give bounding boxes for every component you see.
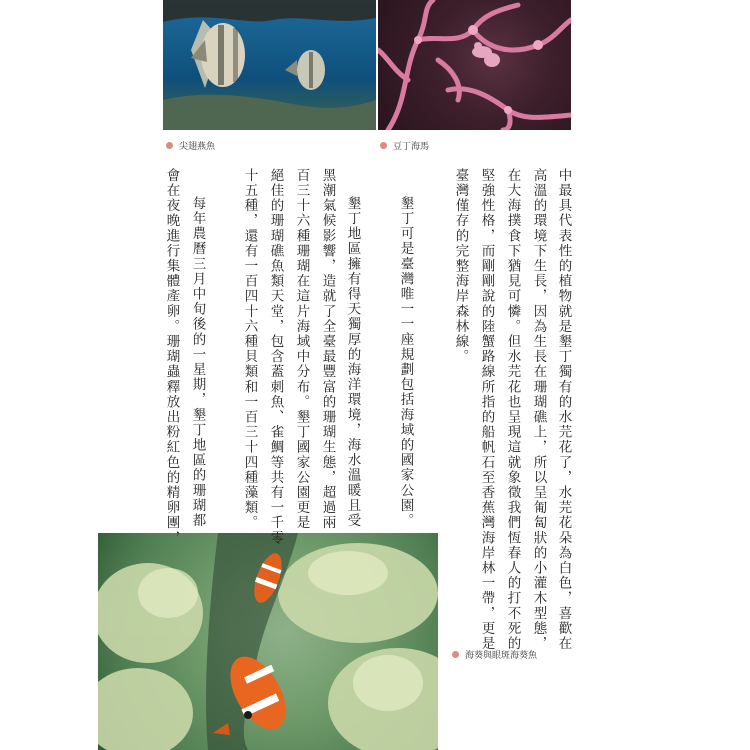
- batfish-photo: [163, 0, 376, 130]
- seahorse-caption: [380, 139, 429, 152]
- clownfish-anemone-photo: [98, 533, 438, 750]
- text-column: 絕佳的珊瑚礁魚類天堂，包含蓋刺魚、雀鯛等共有一千零: [267, 168, 284, 546]
- text-column: 墾丁可是臺灣唯一一座規劃包括海域的國家公園。: [397, 196, 414, 529]
- text-column: 在大海撲食下猶見可憐。但水芫花也呈現這就象徵我們恆春人的打不死的: [504, 168, 521, 652]
- text-column: 臺灣僅存的完整海岸森林線。: [452, 168, 469, 365]
- text-column: 黑潮氣候影響，造就了全臺最豐富的珊瑚生態，超過兩: [319, 168, 336, 531]
- caption-bullet-icon: [166, 142, 173, 149]
- seahorse-caption-text: 豆丁海馬: [393, 142, 430, 152]
- caption-bullet-icon: [380, 142, 387, 149]
- text-column: 中最具代表性的植物就是墾丁獨有的水芫花了，水芫花朵為白色，喜歡在: [555, 168, 572, 652]
- pygmy-seahorse-photo: [378, 0, 571, 130]
- clownfish-caption-text: 海葵與眼斑海葵魚: [465, 651, 538, 661]
- text-column: 會在夜晚進行集體產卵。珊瑚蟲釋放出粉紅色的精卵團，: [163, 168, 180, 546]
- text-column: 堅強性格，而剛剛說的陸蟹路線所指的船帆石至香蕉灣海岸林一帶，更是: [478, 168, 495, 652]
- text-column: 百三十六種珊瑚在這片海域中分布。墾丁國家公園更是: [293, 168, 310, 531]
- text-column: 十五種，還有一百四十六種貝類和一百三十四種藻類。: [241, 168, 258, 531]
- caption-bullet-icon: [452, 651, 459, 658]
- text-column: 高溫的環境下生長，因為生長在珊瑚礁上，所以呈匍匐狀的小灌木型態，: [530, 168, 547, 652]
- batfish-caption-text: 尖翅燕魚: [179, 142, 216, 152]
- batfish-caption: [166, 139, 215, 152]
- text-column: 每年農曆三月中旬後的一星期，墾丁地區的珊瑚都: [189, 196, 206, 529]
- text-column: 墾丁地區擁有得天獨厚的海洋環境，海水溫暖且受: [344, 196, 361, 529]
